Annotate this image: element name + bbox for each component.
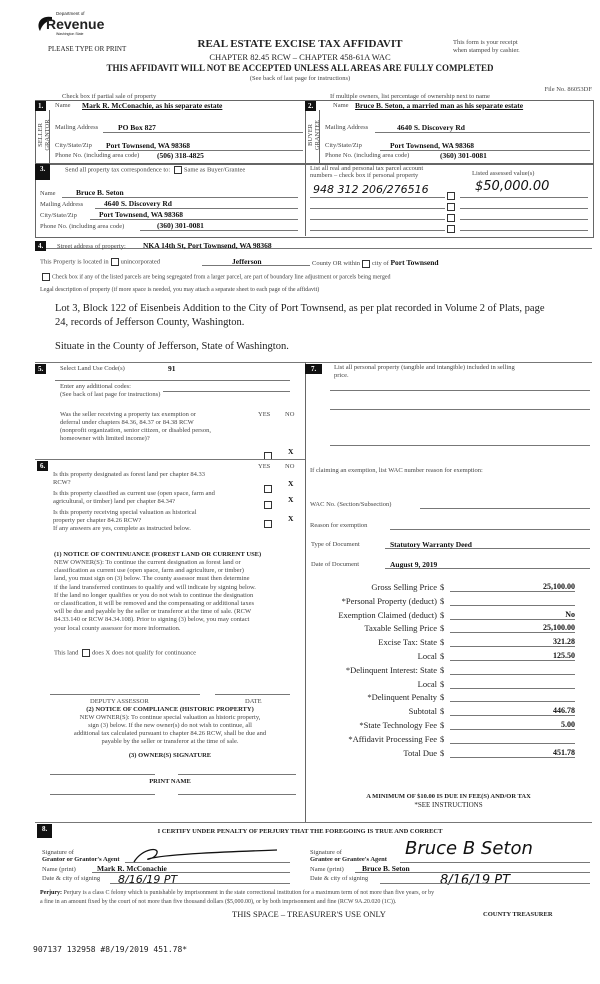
notice-continuance-title: (1) NOTICE OF CONTINUANCE (FOREST LAND OR CURRENT USE): [54, 551, 262, 558]
fee-label: Subtotal: [408, 706, 437, 717]
notice-continuance-text: [54, 559, 256, 633]
correspondence-mailing[interactable]: 4640 S. Discovery Rd: [104, 199, 172, 208]
see-instructions-note: *SEE INSTRUCTIONS: [414, 801, 483, 809]
fee-row: [305, 665, 592, 677]
send-correspondence: Send all property tax correspondence to: Same as Buyer/Grantee: [65, 166, 246, 174]
label: Phone No. (including area code): [55, 152, 140, 159]
label: Date & city of signing: [310, 875, 369, 882]
yes-header: YES: [258, 463, 271, 470]
no-answer[interactable]: X: [288, 495, 294, 504]
no-answer[interactable]: X: [288, 479, 294, 488]
notice-line: NEW OWNER(S): To continue special valuation as historic property,: [79, 714, 261, 721]
street-label: Street address of property:: [57, 243, 126, 250]
fee-row: [305, 734, 592, 746]
label: Phone No. (including area code): [325, 152, 410, 159]
fee-row: [305, 623, 592, 635]
county-treasurer-label: COUNTY TREASURER: [483, 911, 553, 918]
fee-label: *Affidavit Processing Fee: [348, 733, 437, 744]
parcel-label: List all real and personal tax parcel account: [310, 165, 424, 172]
buyer-name[interactable]: Bruce B. Seton, a married man as his separate estate: [355, 101, 524, 110]
property-street[interactable]: NKA 14th St, Port Townsend, WA 98368: [143, 241, 272, 250]
city-row: County OR within city of Port Townsend: [312, 258, 439, 267]
section-1-badge: 1.: [35, 101, 46, 111]
fee-label: *Personal Property (deduct): [341, 595, 437, 606]
section-3-badge: 3.: [35, 164, 50, 180]
notice-compliance-title: (2) NOTICE OF COMPLIANCE (HISTORIC PROPERTY): [86, 706, 254, 713]
grantee-print-name[interactable]: Bruce B. Seton: [362, 864, 410, 873]
doc-date-label: Date of Document: [311, 561, 360, 568]
currency-sign: $: [440, 720, 445, 730]
city-name: Port Townsend: [390, 258, 439, 267]
personal-property-label: price.: [334, 372, 349, 379]
notice-line: land, you must sign on (3) below. The county assessor must then determine: [54, 575, 250, 583]
label: City/State/Zip: [55, 142, 92, 149]
label: Name: [333, 102, 349, 109]
parcel-number[interactable]: 948 312 206/276516: [313, 183, 429, 196]
label: Date & city of signing: [42, 875, 101, 882]
logo-text: Washington State: [56, 32, 84, 36]
notice-line: 84.33.140 or RCW 84.34.108). Prior to signing (3) below, you may contact: [54, 616, 250, 624]
same-as-buyer-checkbox[interactable]: [174, 166, 182, 174]
currency-sign: $: [440, 692, 445, 703]
section-5-badge: 5.: [35, 364, 46, 374]
label: City/State/Zip: [40, 212, 77, 219]
receipt-stamp: 907137 132958 #8/19/2019 451.78*: [33, 945, 188, 954]
wac-label: WAC No. (Section/Subsection): [310, 501, 392, 508]
fee-label: Gross Selling Price: [371, 582, 437, 592]
section-8-badge: 8.: [37, 824, 52, 838]
yes-checkbox[interactable]: [262, 496, 274, 514]
owner-signature-label: (3) OWNER(S) SIGNATURE: [128, 752, 212, 759]
seller-name[interactable]: Mark R. McConachie, as his separate estate: [82, 101, 223, 110]
grantor-print-name[interactable]: Mark R. McConachie: [97, 864, 167, 873]
date-label: DATE: [245, 698, 262, 705]
see-back-note: (See back of last page for instructions): [60, 391, 161, 398]
type-print-note: PLEASE TYPE OR PRINT: [48, 45, 127, 53]
fee-value[interactable]: 5.00: [561, 720, 575, 729]
land-use-label: Select Land Use Code(s): [60, 365, 125, 372]
segregated-checkbox: [42, 273, 50, 281]
land-use-code[interactable]: 91: [168, 364, 176, 373]
fee-value[interactable]: 321.28: [553, 637, 575, 647]
assessed-value[interactable]: $50,000.00: [475, 179, 550, 194]
treasurer-use-label: THIS SPACE – TREASURER'S USE ONLY: [232, 909, 386, 919]
correspondence-name[interactable]: Bruce B. Seton: [76, 188, 124, 197]
label: Mailing Address: [55, 124, 99, 131]
notice-line: your local county assessor for more information.: [54, 624, 181, 632]
fee-label: *Delinquent Interest: State: [345, 664, 437, 675]
notice-line: payable by the seller or transferor at the time of sale.: [101, 738, 239, 745]
label: Mailing Address: [325, 124, 369, 131]
notice-line: sign (3) below. If the new owner(s) do not wish to continue, all: [88, 722, 252, 729]
label: Name: [55, 102, 71, 109]
legal-label: Legal description of property (if more space is needed, you may attach a separate sheet to each page of the affidavit): [40, 287, 320, 293]
section-2-badge: 2.: [305, 101, 316, 111]
grantor-signature[interactable]: [132, 846, 282, 866]
located-row: This Property is located in unincorporated: [40, 258, 160, 266]
fee-label: *State Technology Fee: [359, 720, 437, 730]
reason-label: Reason for exemption: [310, 522, 368, 529]
partial-sale-checkbox[interactable]: Check box if partial sale of property: [62, 93, 157, 100]
currency-sign: $: [440, 747, 445, 758]
currency-sign: $: [440, 706, 445, 717]
doc-type-label: Type of Document: [311, 541, 360, 548]
logo-text: Revenue: [46, 16, 105, 32]
yes-header: YES: [258, 411, 271, 418]
see-back-note: (See back of last page for instructions): [249, 75, 351, 82]
fee-label: Exemption Claimed (deduct): [338, 609, 437, 620]
form-warning: THIS AFFIDAVIT WILL NOT BE ACCEPTED UNLESS ALL AREAS ARE FULLY COMPLETED: [106, 63, 494, 73]
doc-date[interactable]: August 9, 2019: [390, 560, 438, 569]
notice-line: NEW OWNER(S): To continue the current designation as forest land or: [54, 559, 241, 566]
seller-grantor-label: SELLER GRANTOR: [37, 119, 51, 151]
receipt-note: This form is your receipt: [453, 39, 518, 46]
correspondence-city[interactable]: Port Townsend, WA 98368: [99, 210, 184, 219]
buyer-phone[interactable]: (360) 301-0081: [440, 151, 487, 160]
continuance-row: This land does X does not qualify for continuance: [54, 649, 196, 657]
currency-sign: $: [440, 637, 445, 648]
form-chapter: CHAPTER 82.45 RCW – CHAPTER 458-61A WAC: [209, 52, 391, 62]
label: Signature of: [310, 849, 342, 856]
notice-line: or classification, it will be removed and the compensating or additional taxes: [54, 600, 254, 608]
fee-value[interactable]: 446.78: [553, 706, 575, 716]
exemption-question: Was the seller receiving a property tax exemption or deferral under chapters 84.36, 84.37 or 84.38 RCW (nonprofit organization, senior citizen, or disabled person, homeowner with limited income)?: [60, 411, 211, 442]
current-use-question: Is this property classified as current use (open space, farm and agricultural, or timber) land per chapter 84.34?: [53, 490, 215, 505]
currency-sign: $: [440, 582, 445, 592]
currency-sign: $: [440, 651, 445, 661]
fee-row: [305, 596, 592, 608]
fee-value[interactable]: 25,100.00: [543, 582, 575, 591]
personal-property-checkboxes[interactable]: [445, 190, 457, 234]
county-name[interactable]: Jefferson: [232, 257, 262, 266]
minimum-due-note: A MINIMUM OF $10.00 IS DUE IN FEE(S) AND/OR TAX: [366, 793, 531, 800]
fee-row: [305, 692, 592, 704]
fee-label: Local: [417, 678, 437, 689]
grantee-date[interactable]: 8/16/19 PT: [440, 873, 511, 888]
file-number: File No. 86053DF: [544, 86, 592, 93]
assessed-label: Listed assessed value(s): [472, 170, 535, 177]
historic-question: Is this property receiving special valuation as historical property per chapter 84.26 RCW? If any answers are yes, complete as instructed below.: [53, 509, 197, 532]
does-checkbox[interactable]: [82, 649, 90, 657]
logo-text: Department of: [56, 11, 85, 16]
certify-statement: I CERTIFY UNDER PENALTY OF PERJURY THAT THE FOREGOING IS TRUE AND CORRECT: [157, 828, 443, 835]
perjury-text: a fine in an amount fixed by the court of not more than five thousand dollars ($5,000.00), or by both imprisonment and fine (RCW 9A.20.020 (1C)).: [40, 899, 397, 905]
fee-label: *Delinquent Penalty: [367, 692, 437, 703]
fee-row: [305, 720, 592, 732]
currency-sign: $: [440, 733, 445, 744]
unincorporated-checkbox[interactable]: [111, 258, 119, 266]
label: Name (print): [310, 866, 344, 873]
no-answer[interactable]: X: [288, 514, 294, 523]
no-answer[interactable]: X: [288, 447, 294, 456]
label: Signature of: [42, 849, 74, 856]
notice-compliance-text: [35, 714, 305, 746]
personal-property-label: List all personal property (tangible and intangible) included in selling: [334, 364, 515, 371]
notice-line: will be due and payable by the seller or transferor at the time of sale. (RCW: [54, 608, 252, 616]
exemption-label: If claiming an exemption, list WAC number reason for exemption:: [310, 467, 483, 474]
fee-label: Local: [417, 651, 437, 661]
notice-line: if the land transferred continues to qualify and will indicate by signing below.: [54, 583, 256, 591]
doc-type[interactable]: Statutory Warranty Deed: [390, 540, 472, 549]
section-6-badge: 6.: [37, 461, 48, 471]
additional-codes-label: Enter any additional codes:: [60, 383, 131, 390]
grantor-date[interactable]: 8/16/19 PT: [118, 873, 178, 886]
seller-mailing[interactable]: PO Box 827: [118, 123, 156, 132]
dor-logo: [36, 10, 105, 40]
legal-description: Lot 3, Block 122 of Eisenbeis Addition to the City of Port Townsend, as per plat recorded in Volume 2 of Plats, page: [55, 303, 545, 314]
label: Grantee or Grantee's Agent: [310, 856, 387, 863]
fee-row: [305, 637, 592, 649]
buyer-mailing[interactable]: 4640 S. Discovery Rd: [397, 123, 465, 132]
receipt-note: when stamped by cashier.: [453, 47, 520, 54]
no-header: NO: [285, 463, 295, 470]
fee-row: [305, 748, 592, 760]
seller-phone[interactable]: (506) 318-4825: [157, 151, 204, 160]
label: Phone No. (including area code): [40, 223, 125, 230]
multiple-owners-note: If multiple owners, list percentage of ownership next to name: [330, 93, 490, 100]
notice-line: classification as current use (open space, farm and agriculture, or timber): [54, 567, 244, 575]
currency-sign: $: [440, 623, 445, 634]
fee-row: [305, 679, 592, 691]
currency-sign: $: [440, 595, 445, 606]
fee-value[interactable]: 451.78: [553, 747, 575, 757]
forest-question: Is this property designated as forest land per chapter 84.33 RCW?: [53, 471, 205, 486]
label: City/State/Zip: [325, 142, 362, 149]
fee-value[interactable]: 25,100.00: [543, 623, 575, 633]
city-checkbox[interactable]: [362, 260, 370, 268]
legal-description: 24, records of Jefferson County, Washington.: [55, 317, 245, 328]
fee-label: Excise Tax: State: [378, 637, 437, 648]
label: Name (print): [42, 866, 76, 873]
buyer-grantee-label: BUYER GRANTEE: [307, 119, 321, 151]
label: Name: [40, 190, 56, 197]
deputy-assessor-label: DEPUTY ASSESSOR: [90, 698, 149, 705]
section-7-badge: 7.: [305, 364, 322, 374]
fee-label: Total Due: [403, 747, 437, 758]
label: Mailing Address: [40, 201, 84, 208]
grantee-signature[interactable]: Bruce B Seton: [405, 838, 533, 859]
buyer-city[interactable]: Port Townsend, WA 98368: [390, 141, 475, 150]
perjury-text: Perjury: Perjury is a class C felony which is punishable by imprisonment in the state correctional institution for a maximum term of not more than five years, or by: [40, 890, 435, 896]
print-name-label: PRINT NAME: [149, 778, 191, 785]
form-title: REAL ESTATE EXCISE TAX AFFIDAVIT: [197, 38, 403, 50]
correspondence-phone[interactable]: (360) 301-0081: [157, 221, 204, 230]
fee-value[interactable]: 125.50: [553, 651, 575, 660]
notice-line: additional tax calculated pursuant to chapter 84.26 RCW, shall be due and: [73, 730, 267, 737]
fee-row: [305, 582, 592, 594]
fee-row: [305, 651, 592, 663]
parcel-label: numbers – check box if personal property: [310, 172, 419, 179]
notice-line: If the land no longer qualifies or you do not wish to continue the designation: [54, 591, 254, 599]
label: Grantor or Grantor's Agent: [42, 856, 120, 863]
currency-sign: $: [440, 664, 445, 675]
yes-checkbox[interactable]: [262, 515, 274, 533]
fee-row: [305, 706, 592, 718]
segregated-row[interactable]: Check box if any of the listed parcels are being segregated from a larger parcel, are part of boundary line adjustment or parcels being merged: [40, 273, 390, 281]
fee-value[interactable]: No: [565, 609, 575, 619]
legal-description: Situate in the County of Jefferson, State of Washington.: [55, 341, 289, 352]
currency-sign: $: [440, 609, 445, 620]
fee-label: Taxable Selling Price: [364, 623, 437, 634]
no-header: NO: [285, 411, 295, 418]
seller-city[interactable]: Port Townsend, WA 98368: [106, 141, 191, 150]
section-4-badge: 4.: [35, 241, 46, 251]
currency-sign: $: [440, 678, 445, 689]
fee-row: [305, 610, 592, 622]
